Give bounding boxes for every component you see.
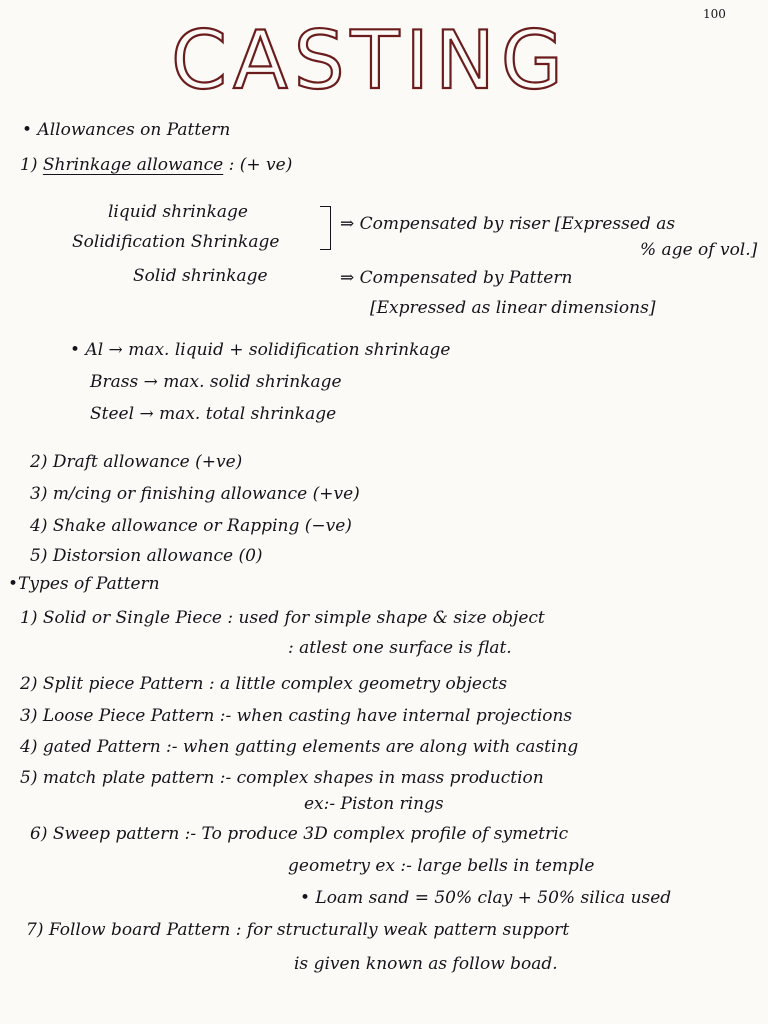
pattern-note-2: [Expressed as linear dimensions] [370, 298, 656, 318]
liquid-shrinkage: liquid shrinkage [108, 202, 248, 222]
distorsion-allowance: 5) Distorsion allowance (0) [30, 546, 263, 566]
loam-sand-note: • Loam sand = 50% clay + 50% silica used [300, 888, 672, 908]
shake-allowance: 4) Shake allowance or Rapping (−ve) [30, 516, 352, 536]
title-text: CASTING [171, 16, 569, 106]
brass-note: Brass → max. solid shrinkage [90, 372, 342, 392]
sweep-pattern: 6) Sweep pattern :- To produce 3D complex profile of symetric [30, 824, 569, 844]
match-plate-example: ex:- Piston rings [304, 794, 444, 814]
follow-board-note: is given known as follow boad. [294, 954, 558, 974]
aluminium-note: • Al → max. liquid + solidification shrinkage [70, 340, 451, 360]
solid-shrinkage: Solid shrinkage [133, 266, 268, 286]
loose-pattern: 3) Loose Piece Pattern :- when casting have internal projections [20, 706, 573, 726]
match-plate-pattern: 5) match plate pattern :- complex shapes in mass production [20, 768, 544, 788]
pattern-types-heading: •Types of Pattern [8, 574, 160, 594]
title-heading [150, 16, 590, 106]
steel-note: Steel → max. total shrinkage [90, 404, 337, 424]
shrinkage-sign: : (+ ve) [223, 155, 293, 175]
solid-pattern: 1) Solid or Single Piece : used for simple shape & size object [20, 608, 545, 628]
allowances-heading: • Allowances on Pattern [22, 120, 231, 140]
finishing-allowance: 3) m/cing or finishing allowance (+ve) [30, 484, 360, 504]
split-pattern: 2) Split piece Pattern : a little complex geometry objects [20, 674, 508, 694]
shrinkage-line [20, 155, 292, 175]
gated-pattern: 4) gated Pattern :- when gatting elements are along with casting [20, 737, 579, 757]
riser-note: ⇒ Compensated by riser [Expressed as [340, 214, 676, 234]
draft-allowance: 2) Draft allowance (+ve) [30, 452, 243, 472]
shrinkage-bracket [320, 206, 331, 250]
shrinkage-index: 1) [20, 155, 43, 175]
solidification-shrinkage: Solidification Shrinkage [72, 232, 280, 252]
page-number: 100 [703, 7, 726, 21]
riser-note-2: % age of vol.] [640, 240, 758, 260]
follow-board-pattern: 7) Follow board Pattern : for structurally weak pattern support [26, 920, 570, 940]
sweep-pattern-example: geometry ex :- large bells in temple [288, 856, 595, 876]
solid-pattern-note: : atlest one surface is flat. [288, 638, 512, 658]
pattern-note: ⇒ Compensated by Pattern [340, 268, 573, 288]
shrinkage-name: Shrinkage allowance [42, 155, 224, 175]
